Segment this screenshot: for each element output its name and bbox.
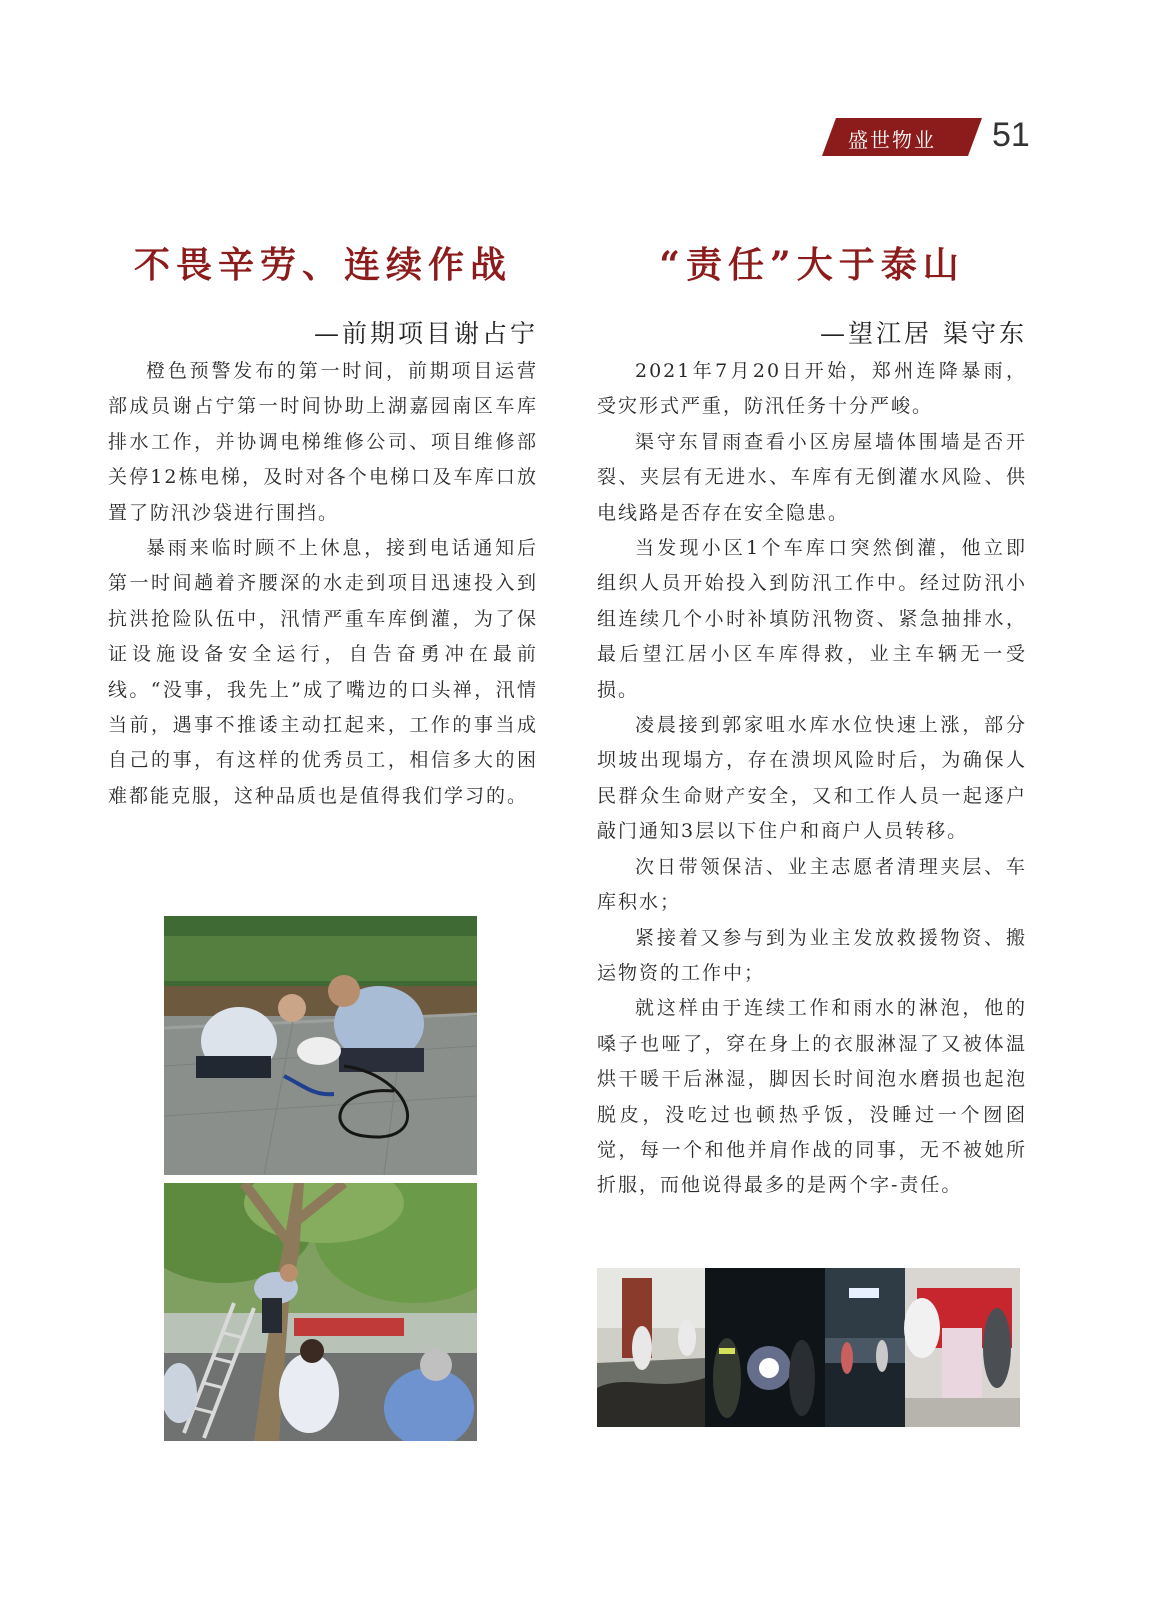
right-article bbox=[597, 238, 1027, 1204]
right-paragraph: 次日带领保洁、业主志愿者清理夹层、车库积水； bbox=[597, 855, 1027, 914]
page-number: 51 bbox=[992, 116, 1030, 154]
right-paragraph: 凌晨接到郭家咀水库水位快速上涨，部分坝坡出现塌方，存在溃坝风险时后，为确保人民群众生命财产安全，又和工作人员一起逐户敲门通知3层以下住户和商户人员转移。 bbox=[597, 714, 1027, 843]
right-paragraph: 渠守东冒雨查看小区房屋墙体围墙是否开裂、夹层有无进水、车库有无倒灌水风险、供电线路是否存在安全隐患。 bbox=[597, 430, 1027, 524]
photo-ladder-tree bbox=[164, 1183, 477, 1441]
left-paragraph: 暴雨来临时顾不上休息，接到电话通知后第一时间趟着齐腰深的水走到项目迅速投入到抗洪抢险队伍中，汛情严重车库倒灌，为了保证设施设备安全运行，自告奋勇冲在最前线。“没事，我先上”成了嘴边的口头禅，汛情当前，遇事不推诿主动扛起来，工作的事当成自己的事，有这样的优秀员工，相信多大的困难都能克服，这种品质也是值得我们学习的。 bbox=[108, 537, 538, 807]
photo-strip-flood-rescue bbox=[597, 1268, 1020, 1427]
left-article-title: 不畏辛劳、连续作战 bbox=[133, 244, 512, 286]
left-article bbox=[108, 238, 538, 814]
right-paragraph: 当发现小区1个车库口突然倒灌，他立即组织人员开始投入到防汛工作中。经过防汛小组连续几个小时补填防汛物资、紧急抽排水，最后望江居小区车库得救，业主车辆无一受损。 bbox=[597, 537, 1027, 701]
left-paragraph: 橙色预警发布的第一时间，前期项目运营部成员谢占宁第一时间协助上湖嘉园南区车库排水工作，并协调电梯维修公司、项目维修部关停12栋电梯，及时对各个电梯口及车库口放置了防汛沙袋进行围挡。 bbox=[108, 360, 538, 524]
right-paragraph: 就这样由于连续工作和雨水的淋泡，他的嗓子也哑了，穿在身上的衣服淋湿了又被体温烘干暖干后淋湿，脚因长时间泡水磨损也起泡脱皮，没吃过也顿热乎饭，没睡过一个囫囵觉，每一个和他并肩作战的同事，无不被她所折服，而他说得最多的是两个字-责任。 bbox=[597, 997, 1027, 1197]
right-article-title: “责任”大于泰山 bbox=[659, 244, 965, 286]
right-paragraph: 2021年7月20日开始，郑州连降暴雨，受灾形式严重，防汛任务十分严峻。 bbox=[597, 360, 1027, 418]
right-paragraph: 紧接着又参与到为业主发放救援物资、搬运物资的工作中； bbox=[597, 926, 1027, 984]
section-name: 盛世物业 bbox=[848, 128, 936, 152]
right-article-byline: —望江居 渠守东 bbox=[820, 319, 1027, 348]
photo-workers-repair bbox=[164, 916, 477, 1175]
section-tag bbox=[822, 118, 1002, 156]
left-article-byline: —前期项目谢占宁 bbox=[313, 319, 538, 348]
